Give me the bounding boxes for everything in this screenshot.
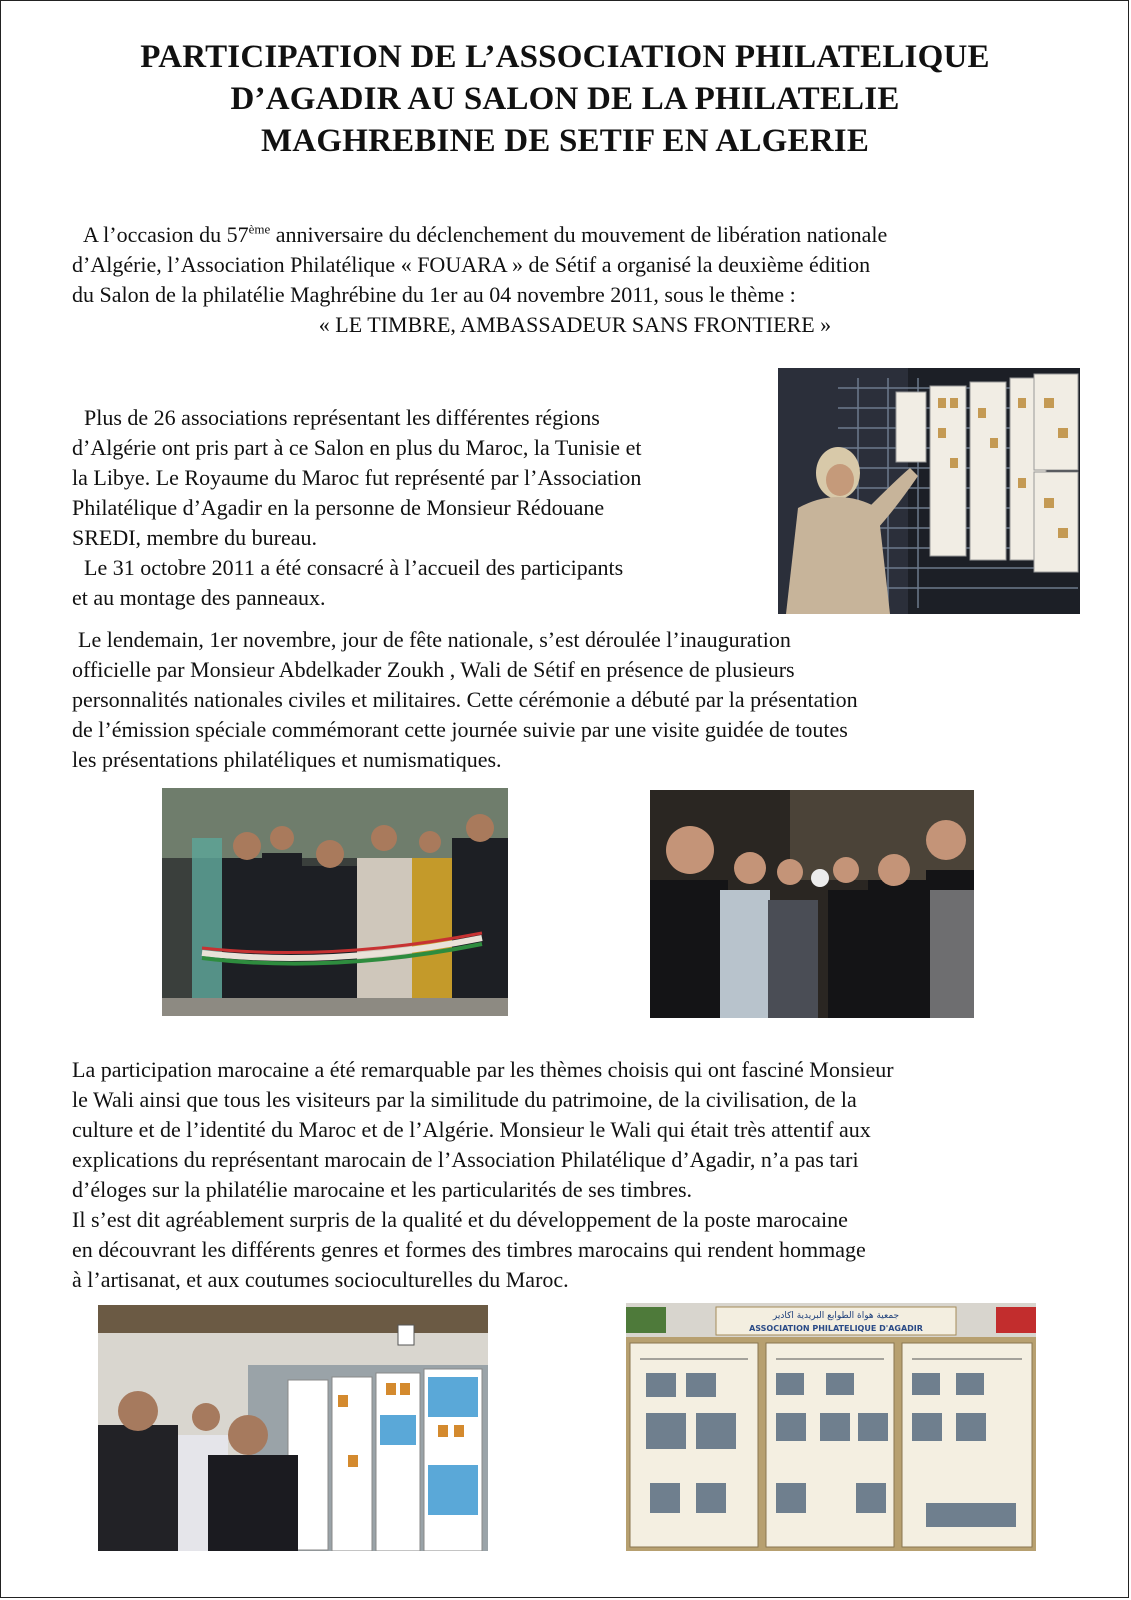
banner-arabic-text: جمعية هواة الطوابع البريدية اكادير (772, 1311, 900, 1321)
associations-paragraph (72, 403, 772, 613)
inaug-line-3: personnalités nationales civiles et militaires. Cette cérémonie a débuté par la présentation (72, 687, 858, 712)
partic-line-4: explications du représentant marocain de l’Association Philatélique d’Agadir, n’a pas tari (72, 1147, 859, 1172)
title-line-3: MAGHREBINE DE SETIF EN ALGERIE (260, 123, 870, 159)
intro-line-1 (72, 220, 1078, 250)
assoc-line-6: Le 31 octobre 2011 a été consacré à l’accueil des participants (84, 555, 624, 580)
intro-line-2: d’Algérie, l’Association Philatélique « FOUARA » de Sétif a organisé la deuxième édition (72, 252, 871, 277)
inaug-line-1: Le lendemain, 1er novembre, jour de fête nationale, s’est déroulée l’inauguration (78, 627, 791, 652)
exhibition-theme: « LE TIMBRE, AMBASSADEUR SANS FRONTIERE » (318, 312, 832, 337)
partic-line-3: culture et de l’identité du Maroc et de l’Algérie. Monsieur le Wali qui était très attentif aux (72, 1117, 871, 1142)
participation-paragraph (72, 1055, 1040, 1295)
banner-latin-text: ASSOCIATION PHILATELIQUE D'AGADIR (749, 1324, 923, 1333)
partic-line-8: à l’artisanat, et aux coutumes socioculturelles du Maroc. (72, 1267, 569, 1292)
photo-ribbon-cutting (162, 788, 508, 1016)
assoc-line-7: et au montage des panneaux. (72, 585, 326, 610)
assoc-line-4: Philatélique d’Agadir en la personne de Monsieur Rédouane (72, 495, 605, 520)
partic-line-2: le Wali ainsi que tous les visiteurs par la similitude du patrimoine, de la civilisation, de la (72, 1087, 857, 1112)
inaug-line-4: de l’émission spéciale commémorant cette journée suivie par une visite guidée de toutes (72, 717, 848, 742)
title-line-1: PARTICIPATION DE L’ASSOCIATION PHILATELIQUE (140, 39, 990, 75)
photo-visitors-exhibit (98, 1305, 488, 1551)
photo-exhibit-panels (626, 1303, 1036, 1551)
partic-line-6: Il s’est dit agréablement surpris de la qualité et du développement de la poste marocaine (72, 1207, 848, 1232)
assoc-line-1: Plus de 26 associations représentant les différentes régions (84, 405, 600, 430)
intro-line-1-text: A l’occasion du 57 (83, 222, 249, 247)
intro-line-3: du Salon de la philatélie Maghrébine du 1er au 04 novembre 2011, sous le thème : (72, 282, 796, 307)
title-line-2: D’AGADIR AU SALON DE LA PHILATELIE (230, 81, 900, 117)
intro-line-1-rest: anniversaire du déclenchement du mouvement de libération nationale (270, 222, 888, 247)
inaug-line-2: officielle par Monsieur Abdelkader Zoukh , Wali de Sétif en présence de plusieurs (72, 657, 795, 682)
partic-line-1: La participation marocaine a été remarquable par les thèmes choisis qui ont fasciné Monsieur (72, 1057, 894, 1082)
inaug-line-5: les présentations philatéliques et numismatiques. (72, 747, 502, 772)
page-title (40, 36, 1090, 162)
assoc-line-3: la Libye. Le Royaume du Maroc fut représenté par l’Association (72, 465, 642, 490)
intro-paragraph (72, 220, 1078, 340)
assoc-line-2: d’Algérie ont pris part à ce Salon en plus du Maroc, la Tunisie et (72, 435, 642, 460)
photo-greeting-officials (650, 790, 974, 1018)
partic-line-5: d’éloges sur la philatélie marocaine et les particularités de ses timbres. (72, 1177, 693, 1202)
partic-line-7: en découvrant les différents genres et formes des timbres marocains qui rendent hommage (72, 1237, 866, 1262)
assoc-line-5: SREDI, membre du bureau. (72, 525, 317, 550)
superscript-eme: ème (248, 221, 271, 237)
inauguration-paragraph (72, 625, 1040, 775)
photo-panel-mounting (778, 368, 1080, 614)
